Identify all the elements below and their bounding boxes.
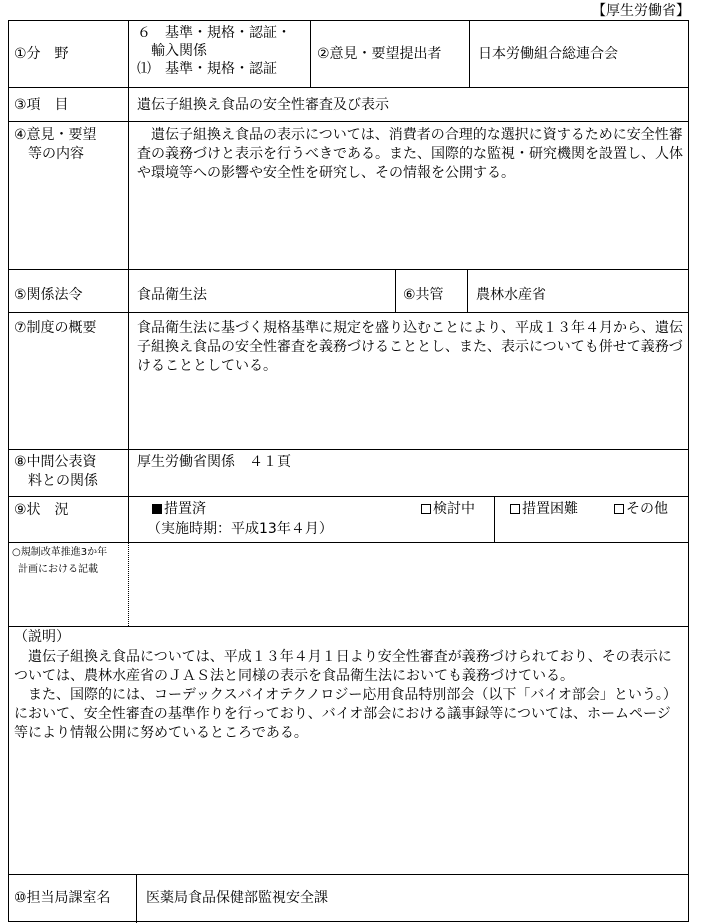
reform-plan-label [12, 544, 107, 578]
checkbox-empty-icon [614, 504, 624, 514]
opinion-label-line: ④意見・要望 [14, 127, 97, 143]
cojurisdiction-label: ⑥共管 [403, 287, 444, 303]
checkbox-empty-icon [421, 504, 431, 514]
reform-plan-label-line: 計画における記載 [18, 564, 98, 575]
system-label: ⑦制度の概要 [14, 320, 97, 336]
law-label: ⑤関係法令 [14, 287, 83, 303]
item-value: 遺伝子組換え食品の安全性審査及び表示 [137, 97, 389, 113]
field-value-line: ６ 基準・規格・認証・ [137, 25, 291, 41]
status-implemented-date: （実施時期：平成13年４月） [147, 521, 333, 537]
bureau-value: 医薬局食品保健部監視安全課 [146, 890, 328, 906]
explanation-paragraph: 遺伝子組換え食品については、平成１３年４月１日より安全性審査が義務づけられており、その表示については、農林水産省のＪＡＳ法と同様の表示を食品衛生法においても義務づけている。 [14, 649, 672, 684]
status-other [614, 500, 668, 519]
status-implemented-label: 措置済 [164, 501, 206, 517]
explanation-paragraph: また、国際的には、コーデックスバイオテクノロジー応用食品特別部会（以下「バイオ部会」という。）において、安全性審査の基準作りを行っており、バイオ部会における議事録等については、ホームページ等により情報公開に努めているところである。 [14, 687, 677, 741]
status-label: ⑨状 況 [14, 502, 69, 518]
ministry-label: 【厚生労働省】 [592, 3, 690, 19]
checkbox-empty-icon [510, 504, 520, 514]
checkbox-checked-icon [152, 504, 162, 514]
field-value-line: 輸入関係 [137, 43, 207, 59]
cojurisdiction-value: 農林水産省 [476, 287, 546, 303]
status-difficult-label: 措置困難 [522, 501, 578, 517]
opinion-label [14, 126, 97, 164]
opinion-text: 遺伝子組換え食品の表示については、消費者の合理的な選択に資するために安全性審査の義務づけと表示を行うべきである。また、国際的な監視・研究機関を設置し、人体や環境等への影響や安全性を研究し、その情報を公開する。 [137, 127, 683, 181]
field-label: ①分 野 [14, 46, 69, 62]
law-value: 食品衛生法 [137, 287, 207, 303]
explanation-heading: （説明） [14, 629, 70, 645]
interim-label [14, 453, 98, 491]
status-reviewing [421, 500, 475, 519]
explanation-body [14, 648, 684, 743]
opinion-form-table [8, 20, 689, 922]
status-implemented [152, 500, 206, 519]
interim-label-line: 料との関係 [14, 473, 98, 489]
interim-label-line: ⑧中間公表資 [14, 454, 97, 470]
submitter-label: ②意見・要望提出者 [317, 46, 442, 62]
bureau-label: ⑩担当局課室名 [14, 890, 111, 906]
status-difficult [510, 500, 578, 519]
opinion-label-line: 等の内容 [14, 146, 84, 162]
submitter-value: 日本労働組合総連合会 [478, 46, 618, 62]
reform-plan-label-line: ○規制改革推進3か年 [12, 547, 108, 558]
status-other-label: その他 [626, 501, 668, 517]
item-label: ③項 目 [14, 97, 69, 113]
status-reviewing-label: 検討中 [433, 501, 475, 517]
field-value-line: ⑴ 基準・規格・認証 [137, 61, 277, 77]
system-text: 食品衛生法に基づく規格基準に規定を盛り込むことにより、平成１３年４月から、遺伝子組換え食品の安全性審査を義務づけることとし、また、表示についても併せて義務づけることとしている。 [137, 320, 683, 374]
interim-value: 厚生労働省関係 ４１頁 [137, 454, 291, 470]
field-value [137, 24, 291, 78]
